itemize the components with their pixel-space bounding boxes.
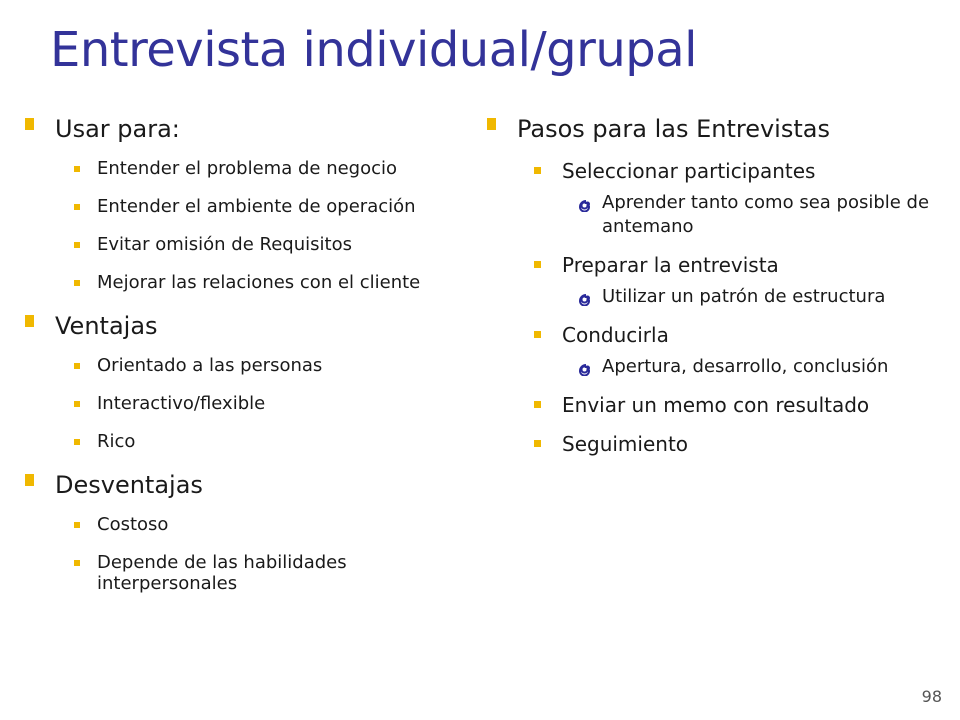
small-square-bullet-icon	[74, 280, 80, 286]
step-item: Conducirla	[484, 322, 954, 348]
left-column	[22, 112, 482, 594]
desventajas-heading-text: Desventajas	[55, 471, 203, 499]
step-item: Seleccionar participantes	[484, 158, 954, 184]
small-square-bullet-icon	[534, 261, 541, 268]
small-square-bullet-icon	[74, 522, 80, 528]
square-bullet-icon	[487, 118, 496, 130]
square-bullet-icon	[25, 315, 34, 327]
small-square-bullet-icon	[74, 242, 80, 248]
usar-heading-text: Usar para:	[55, 115, 180, 143]
list-item: Entender el problema de negocio	[22, 158, 482, 179]
list-item: Mejorar las relaciones con el cliente	[22, 272, 482, 293]
small-square-bullet-icon	[534, 401, 541, 408]
small-square-bullet-icon	[74, 439, 80, 445]
right-column	[484, 112, 954, 457]
page-number: 98	[921, 687, 942, 706]
small-square-bullet-icon	[534, 440, 541, 447]
step-subitem: Utilizar un patrón de estructura	[484, 285, 954, 309]
pasos-heading	[484, 112, 954, 146]
small-square-bullet-icon	[534, 167, 541, 174]
usar-heading	[22, 112, 482, 146]
small-square-bullet-icon	[74, 560, 80, 566]
list-item: Orientado a las personas	[22, 355, 482, 376]
slide-title: Entrevista individual/grupal	[50, 22, 697, 78]
step-item: Preparar la entrevista	[484, 252, 954, 278]
spiral-bullet-icon	[578, 196, 594, 212]
list-item: Costoso	[22, 514, 482, 535]
list-item: Interactivo/flexible	[22, 393, 482, 414]
desventajas-heading	[22, 468, 482, 502]
list-item: Rico	[22, 431, 482, 452]
small-square-bullet-icon	[74, 166, 80, 172]
list-item: Depende de las habilidades interpersonales	[22, 552, 427, 594]
step-subitem: Aprender tanto como sea posible de antemano	[484, 191, 960, 239]
small-square-bullet-icon	[534, 331, 541, 338]
spiral-bullet-icon	[578, 360, 594, 376]
small-square-bullet-icon	[74, 401, 80, 407]
ventajas-heading-text: Ventajas	[55, 312, 158, 340]
small-square-bullet-icon	[74, 204, 80, 210]
square-bullet-icon	[25, 118, 34, 130]
step-item: Enviar un memo con resultado	[484, 392, 954, 418]
step-subitem: Apertura, desarrollo, conclusión	[484, 355, 932, 379]
square-bullet-icon	[25, 474, 34, 486]
list-item: Evitar omisión de Requisitos	[22, 234, 482, 255]
step-item: Seguimiento	[484, 431, 954, 457]
ventajas-heading	[22, 309, 482, 343]
spiral-bullet-icon	[578, 290, 594, 306]
pasos-heading-text: Pasos para las Entrevistas	[517, 115, 830, 143]
list-item: Entender el ambiente de operación	[22, 196, 482, 217]
small-square-bullet-icon	[74, 363, 80, 369]
